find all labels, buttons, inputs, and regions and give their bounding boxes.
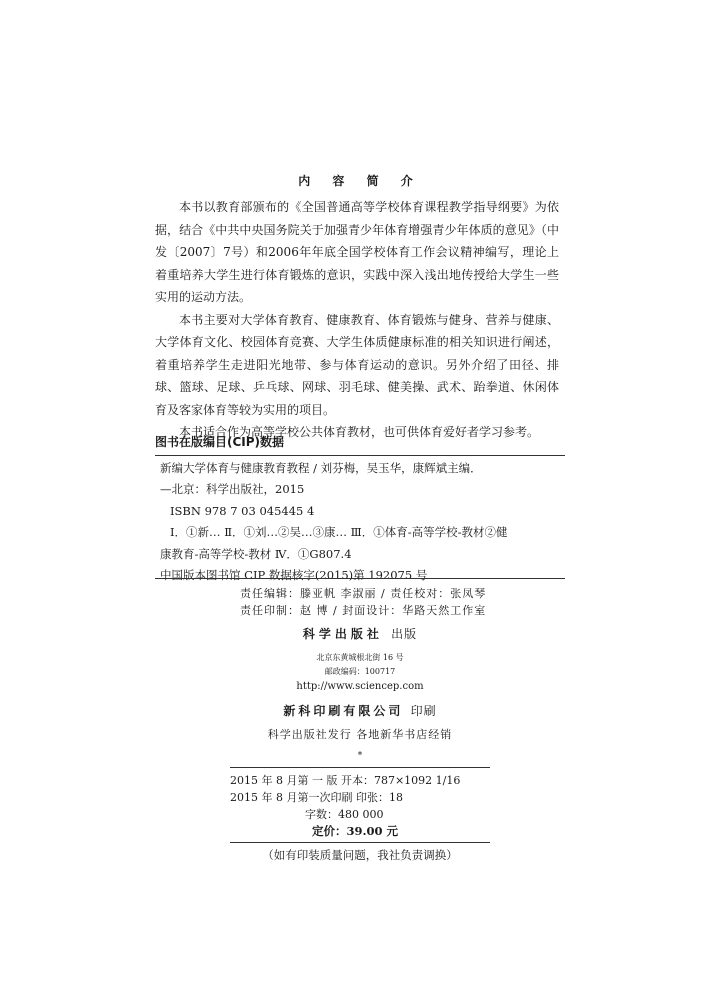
cip-line: ISBN 978 7 03 045445 4: [170, 503, 315, 518]
edition-line: 2015 年 8 月第一次印刷 印张：18: [230, 791, 403, 804]
publisher-address: 北京东黄城根北街 16 号: [316, 653, 404, 662]
intro-paragraph: 本书以教育部颁布的《全国普通高等学校体育课程教学指导纲要》为依据，结合《中共中央国务院关于加强青少年体育增强青少年体质的意见》（中发〔2007〕7号）和2006年年底全国学校体育工作会议精神编写，理论上着重培养大学生进行体育锻炼的意识，实践中深入浅出地传授给大学生一些实用的运动方法。: [155, 200, 559, 304]
publisher-name: 科学出版社: [302, 627, 383, 641]
price: 定价：39.00 元: [312, 824, 399, 838]
publisher-url: http://www.sciencep.com: [296, 681, 424, 692]
cip-line: 中国版本图书馆 CIP 数据核字(2015)第 192075 号: [160, 568, 428, 583]
printer-line: [0, 702, 720, 719]
credits-block: [240, 585, 486, 619]
credit-line: 责任印制：赵 博 / 封面设计：华路天然工作室: [240, 604, 487, 617]
printer-name: 新科印刷有限公司: [283, 704, 404, 718]
separator-star: *: [357, 751, 363, 761]
credit-line: 责任编辑：滕亚帆 李淑丽 / 责任校对：张凤琴: [240, 587, 487, 600]
edition-line: 2015 年 8 月第 一 版 开本：787×1092 1/16: [230, 774, 461, 787]
edition-block: [230, 772, 460, 806]
cip-block: [160, 458, 560, 586]
divider: [155, 455, 565, 456]
publisher-line: [0, 625, 720, 642]
word-count: 字数：480 000: [305, 808, 384, 821]
intro-section: [155, 196, 559, 444]
cip-line: Ⅰ．①新… Ⅱ．①刘…②吴…③康… Ⅲ．①体育-高等学校-教材②健: [170, 525, 508, 540]
cip-line: 康教育-高等学校-教材 Ⅳ．①G807.4: [160, 546, 352, 561]
divider: [155, 578, 565, 579]
intro-paragraph: 本书适合作为高等学校公共体育教材，也可供体育爱好者学习参考。: [179, 425, 540, 439]
page-title: 内 容 简 介: [298, 174, 422, 188]
printer-suffix: 印刷: [410, 704, 437, 718]
cip-line: —北京：科学出版社，2015: [160, 482, 305, 497]
intro-paragraph: 本书主要对大学体育教育、健康教育、体育锻炼与健身、营养与健康、大学体育文化、校园体育竞赛、大学生体质健康标准的相关知识进行阐述，着重培养学生走进阳光地带、参与体育运动的意识。另外介绍了田径、排球、篮球、足球、乒乓球、网球、羽毛球、健美操、武术、跆拳道、休闲体育及客家体育等较为实用的项目。: [155, 312, 559, 417]
publisher-suffix: 出版: [391, 627, 418, 641]
cip-heading: 图书在版编目(CIP)数据: [155, 435, 285, 449]
divider: [230, 767, 490, 768]
publisher-zip: 邮政编码：100717: [324, 667, 396, 676]
distribution-line: 科学出版社发行 各地新华书店经销: [267, 728, 453, 741]
divider: [230, 842, 490, 843]
cip-line: 新编大学体育与健康教育教程 / 刘芬梅，吴玉华，康辉斌主编．: [160, 461, 482, 475]
quality-note: （如有印装质量问题，我社负责调换）: [262, 848, 458, 862]
